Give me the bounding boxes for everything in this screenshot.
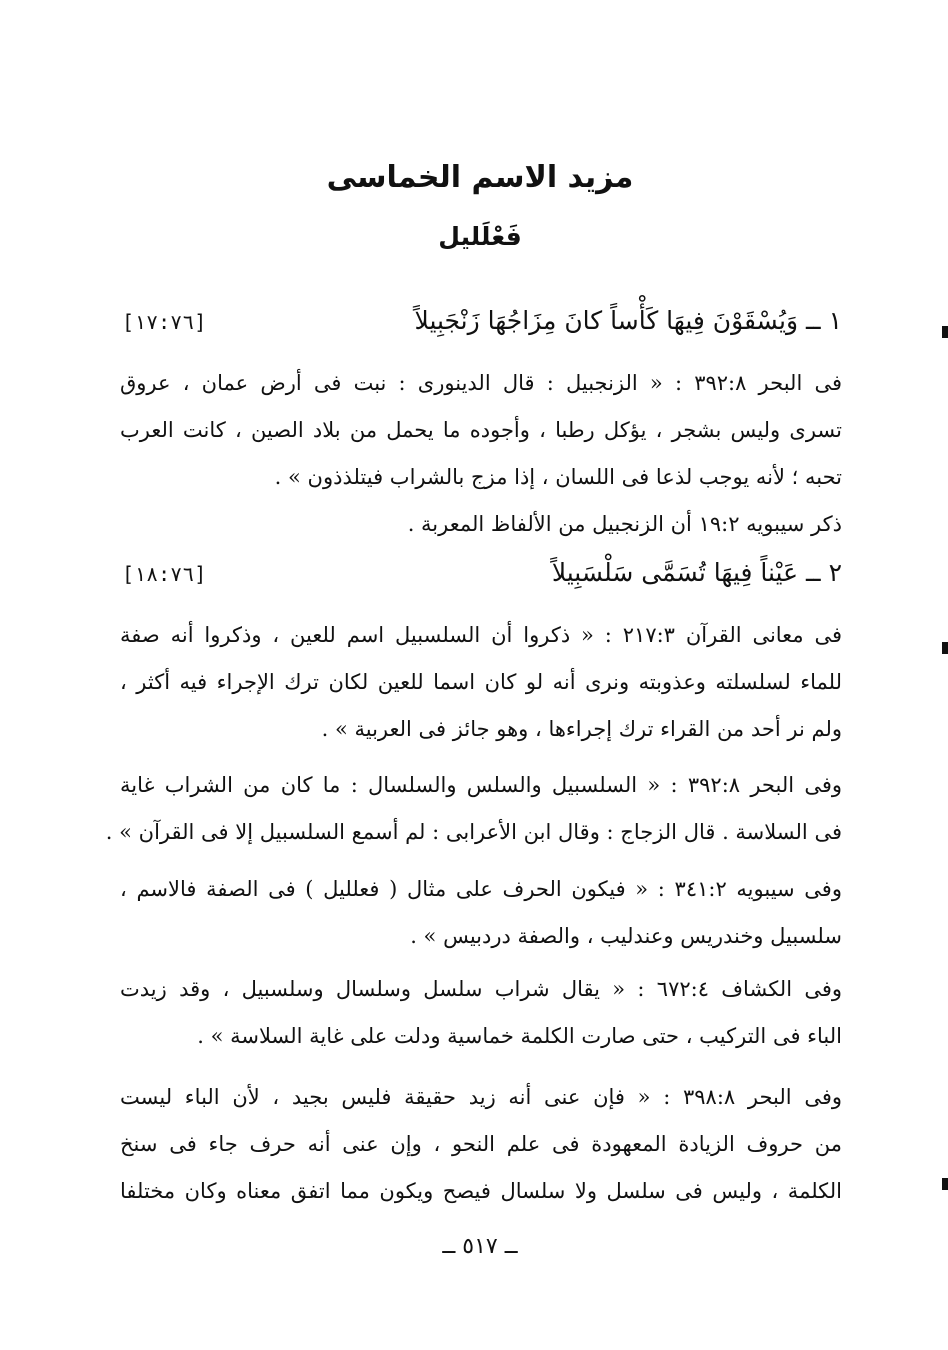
verse-reference: [١٧:٧٦] bbox=[122, 310, 207, 334]
paragraph-3 bbox=[105, 762, 843, 856]
margin-mark bbox=[942, 1178, 948, 1190]
text-line: ولم نر أحد من القراء ترك إجراءها ، وهو جائز فى العربية » . bbox=[321, 717, 842, 741]
page-title: مزيد الاسم الخماسى bbox=[326, 160, 634, 195]
text-line: وفى البحر ٣٩٢:٨ : « السلسبيل والسلس والسلسال : ما كان من الشراب غاية bbox=[120, 773, 843, 797]
text-line: الباء فى التركيب ، حتى صارت الكلمة خماسية ودلت على غاية السلاسة » . bbox=[197, 1024, 842, 1048]
paragraph-5 bbox=[120, 966, 842, 1060]
page-number: ــ ٥١٧ ــ bbox=[442, 1234, 518, 1259]
text-line: وفى الكشاف ٦٧٢:٤ : « يقال شراب سلسل وسلسال وسلسبيل ، وقد زيدت bbox=[120, 977, 842, 1001]
paragraph-4 bbox=[120, 866, 842, 960]
verse-text: ٢ ــ عَيْناً فِيهَا تُسَمَّى سَلْسَبِيلاً bbox=[551, 558, 842, 587]
verse-reference: [١٨:٧٦] bbox=[122, 562, 207, 586]
text-line: وفى البحر ٣٩٨:٨ : « فإن عنى أنه زيد حقيقة فليس بجيد ، لأن الباء ليست bbox=[120, 1085, 842, 1109]
paragraph-6 bbox=[120, 1074, 842, 1215]
text-line: تحبه ؛ لأنه يوجب لذعا فى اللسان ، إذا مزج بالشراب فيتلذذون » . bbox=[274, 465, 842, 489]
section-heading: فَعْلَليل bbox=[438, 222, 522, 251]
verse-1 bbox=[122, 306, 842, 350]
text-line: ذكر سيبويه ١٩:٢ أن الزنجبيل من الألفاظ المعربة . bbox=[407, 512, 842, 536]
text-line: وفى سيبويه ٣٤١:٢ : « فيكون الحرف على مثال ( فعلليل ) فى الصفة فالاسم ، bbox=[120, 877, 842, 901]
margin-mark bbox=[942, 326, 948, 338]
verse-2 bbox=[122, 558, 842, 602]
text-line: فى معانى القرآن ٢١٧:٣ : « ذكروا أن السلسبيل اسم للعين ، وذكروا أنه صفة bbox=[120, 623, 842, 647]
paragraph-2 bbox=[120, 612, 842, 753]
text-line: سلسبيل وخندريس وعندليب ، والصفة دردبيس » . bbox=[410, 924, 842, 948]
margin-mark bbox=[942, 642, 948, 654]
text-line: فى البحر ٣٩٢:٨ : « الزنجبيل : قال الدينورى : نبت فى أرض عمان ، عروق bbox=[120, 371, 842, 395]
text-line: من حروف الزيادة المعهودة فى علم النحو ، وإن عنى أنه حرف جاء فى سنخ bbox=[120, 1132, 842, 1156]
text-line: فى السلاسة . قال الزجاج : وقال ابن الأعرابى : لم أسمع السلسبيل إلا فى القرآن » . bbox=[105, 820, 842, 844]
verse-text: ١ ــ وَيُسْقَوْنَ فِيهَا كَأْساً كانَ مِزَاجُهَا زَنْجَبِيلاً bbox=[414, 306, 842, 335]
text-line: تسرى وليس بشجر ، يؤكل رطبا ، وأجوده ما يحمل من بلاد الصين ، كانت العرب bbox=[120, 418, 842, 442]
text-line: الكلمة ، وليس فى سلسل ولا سلسال فيصح ويكون مما اتفق معناه وكان مختلفا bbox=[120, 1179, 842, 1203]
paragraph-1 bbox=[120, 360, 842, 548]
text-line: للماء لسلسلته وعذوبته ونرى أنه لو كان اسما للعين لكان ترك الإجراء فيه أكثر ، bbox=[120, 670, 842, 694]
